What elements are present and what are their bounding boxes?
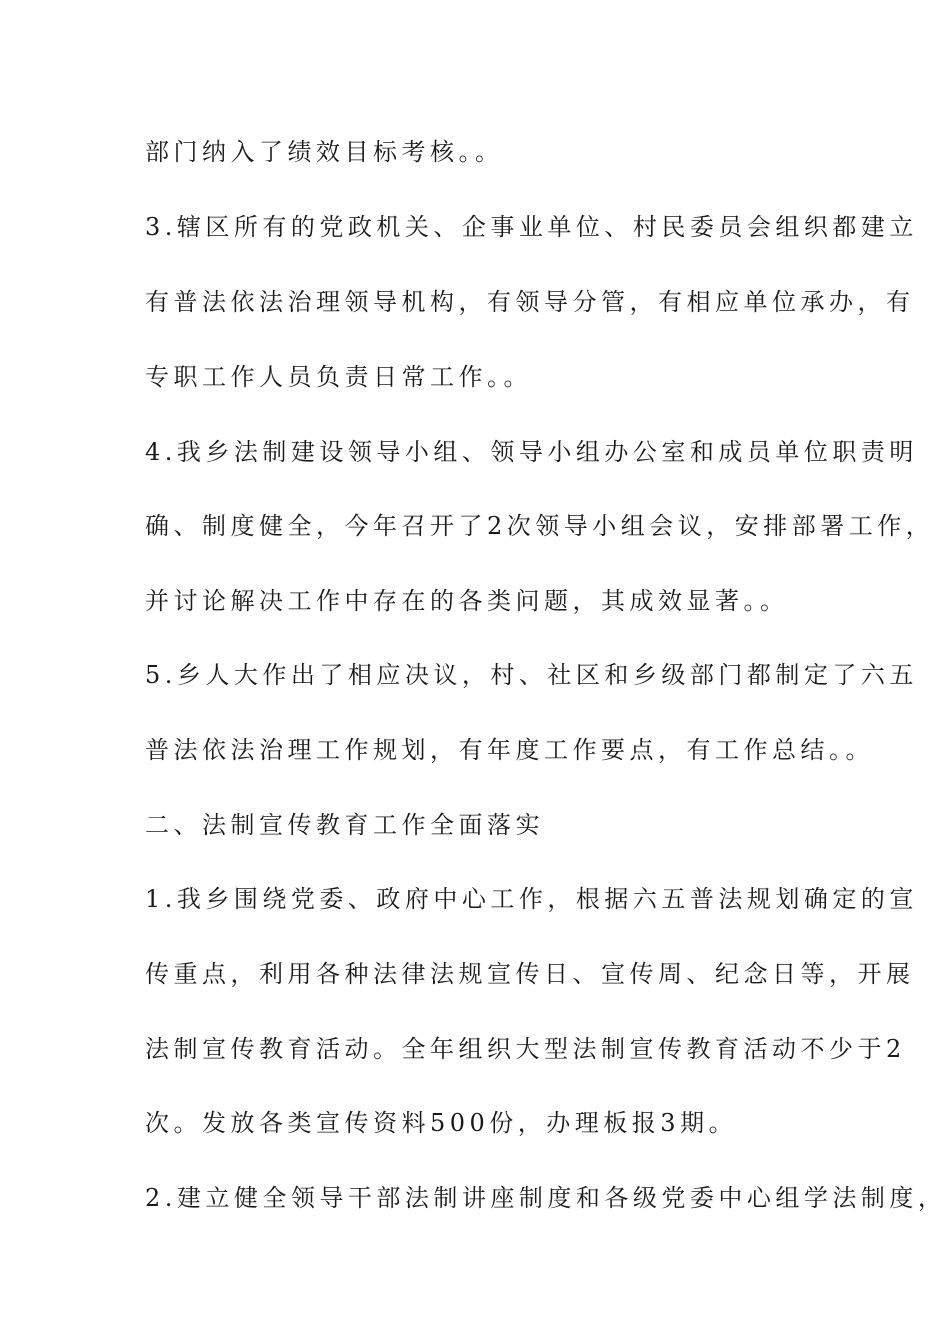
section-heading: 二、法制宣传教育工作全面落实 xyxy=(145,811,544,839)
paragraph-line: 专职工作人员负责日常工作。。 xyxy=(145,363,532,391)
paragraph-line: 3.辖区所有的党政机关、企事业单位、村民委员会组织都建立 xyxy=(145,213,918,241)
paragraph-line: 并讨论解决工作中存在的各类问题，其成效显著。。 xyxy=(145,587,789,615)
paragraph-line: 有普法依法治理领导机构，有领导分管，有相应单位承办，有 xyxy=(145,288,915,316)
paragraph-line: 确、制度健全，今年召开了2次领导小组会议，安排部署工作， xyxy=(145,512,935,540)
paragraph-line: 普法依法治理工作规划，有年度工作要点，有工作总结。。 xyxy=(145,736,874,764)
paragraph-line: 次。发放各类宣传资料500份，办理板报3期。 xyxy=(145,1109,738,1137)
paragraph-line: 5.乡人大作出了相应决议，村、社区和乡级部门都制定了六五 xyxy=(145,661,918,689)
paragraph-line: 2.建立健全领导干部法制讲座制度和各级党委中心组学法制度， xyxy=(145,1184,947,1212)
paragraph-line: 4.我乡法制建设领导小组、领导小组办公室和成员单位职责明 xyxy=(145,438,918,466)
paragraph-line: 部门纳入了绩效目标考核。。 xyxy=(145,138,504,166)
paragraph-line: 法制宣传教育活动。全年组织大型法制宣传教育活动不少于2 xyxy=(145,1035,906,1063)
paragraph-line: 1.我乡围绕党委、政府中心工作，根据六五普法规划确定的宣 xyxy=(145,885,918,913)
paragraph-line: 传重点，利用各种法律法规宣传日、宣传周、纪念日等，开展 xyxy=(145,960,915,988)
